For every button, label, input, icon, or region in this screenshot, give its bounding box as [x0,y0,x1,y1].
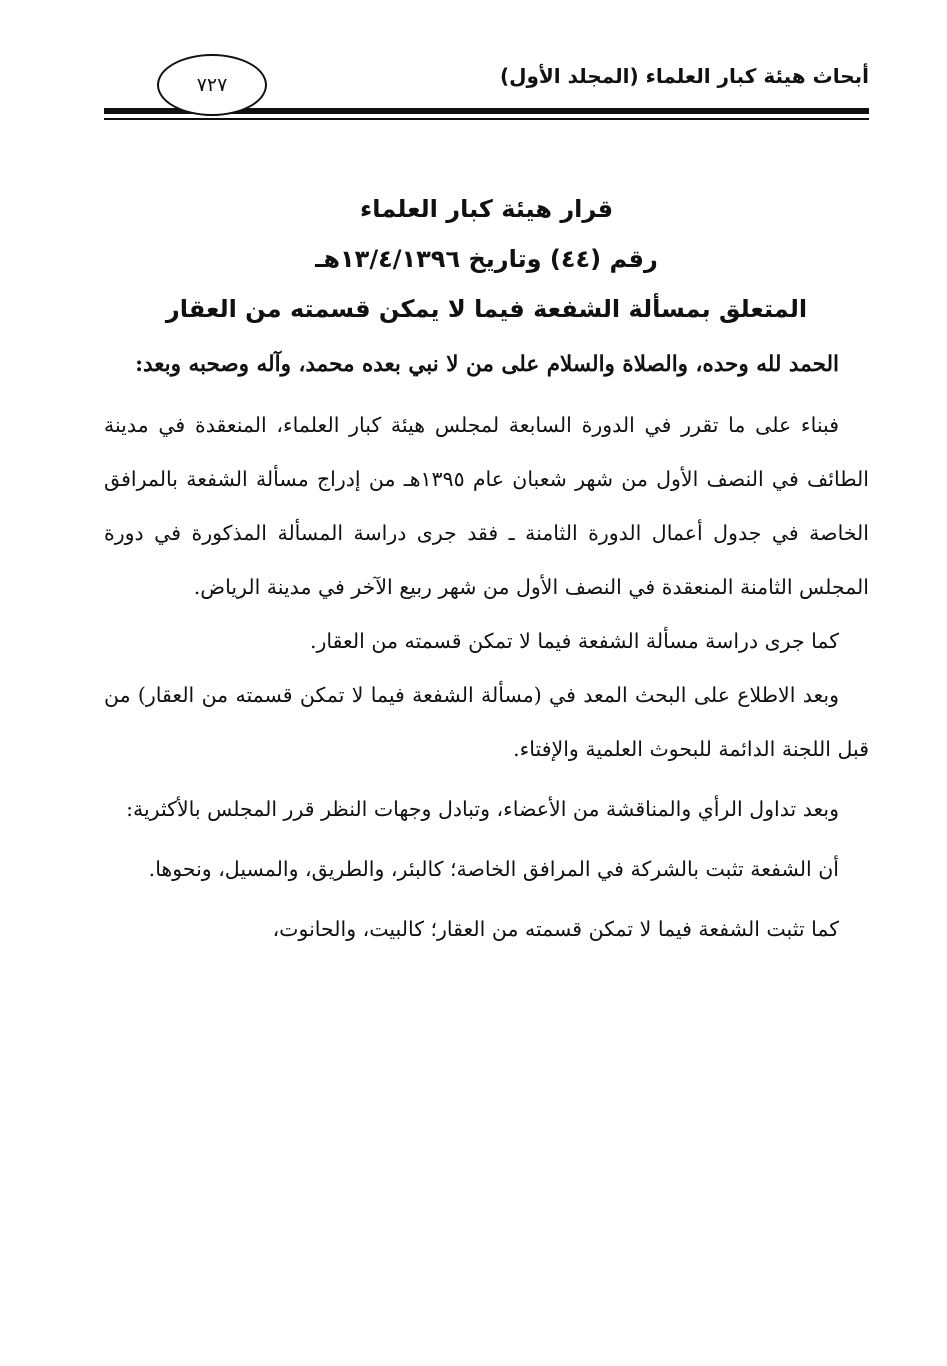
header-rule-thin [104,118,869,120]
decision-titles [104,184,869,334]
body-paragraph: وبعد الاطلاع على البحث المعد في (مسألة الشفعة فيما لا تمكن قسمته من العقار) من قبل اللجنة الدائمة للبحوث العلمية والإفتاء. [104,683,869,761]
body-paragraph: وبعد تداول الرأي والمناقشة من الأعضاء، وتبادل وجهات النظر قرر المجلس بالأكثرية: [126,797,839,821]
decision-number-date: رقم (٤٤) وتاريخ ١٣/٤/١٣٩٦هـ [315,245,658,273]
body-paragraph: كما جرى دراسة مسألة الشفعة فيما لا تمكن قسمته من العقار. [310,629,839,653]
running-header-title: أبحاث هيئة كبار العلماء (المجلد الأول) [499,64,869,88]
body-paragraph: أن الشفعة تثبت بالشركة في المرافق الخاصة؛ كالبئر، والطريق، والمسيل، ونحوها. [148,857,839,881]
decision-title: قرار هيئة كبار العلماء [359,195,614,223]
page-number: ٧٢٧ [196,74,228,96]
decision-subject: المتعلق بمسألة الشفعة فيما لا يمكن قسمته من العقار [165,295,808,323]
body-paragraph: كما تثبت الشفعة فيما لا تمكن قسمته من العقار؛ كالبيت، والحانوت، [272,917,839,941]
opening-paragraph: الحمد لله وحده، والصلاة والسلام على من لا نبي بعده محمد، وآله وصحبه وبعد: [135,352,839,377]
page-number-oval [157,54,267,116]
body-paragraph: فبناء على ما تقرر في الدورة السابعة لمجلس هيئة كبار العلماء، المنعقدة في مدينة الطائف في النصف الأول من شهر شعبان عام ١٣٩٥هـ من إدراج مسألة الشفعة بالمرافق الخاصة في جدول أعمال الدورة الثامنة ـ فقد جرى دراسة المسألة المذكورة في دورة المجلس الثامنة المنعقدة في النصف الأول من شهر ربيع الآخر في مدينة الرياض. [104,413,869,599]
body-text [104,338,869,956]
